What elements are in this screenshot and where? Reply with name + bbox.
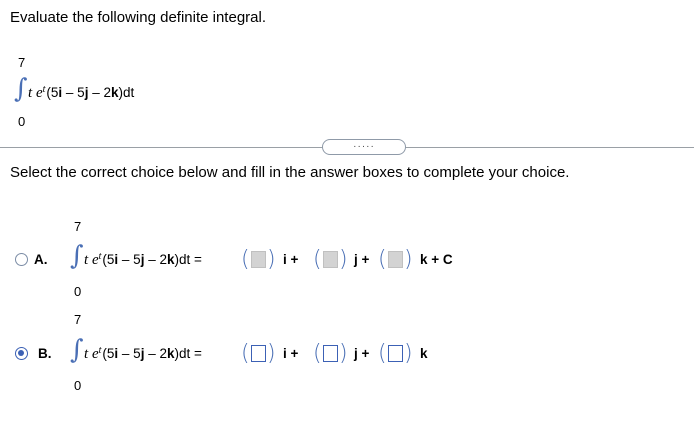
more-options-button[interactable]: ·····	[322, 139, 406, 155]
open-paren: (	[378, 247, 387, 272]
integrand: t $e^t(5i - 5j - 2k)dt$	[28, 84, 135, 101]
open-paren: (	[313, 341, 322, 366]
option-a-j-label: j +	[354, 252, 370, 267]
option-b-i-label: i +	[283, 346, 299, 361]
option-b-k-label: k	[420, 346, 428, 361]
option-b-i-answer-box[interactable]	[251, 345, 266, 362]
option-a-radio[interactable]	[15, 253, 28, 266]
close-paren: )	[339, 341, 348, 366]
open-paren: (	[313, 247, 322, 272]
lower-limit: 0	[18, 114, 26, 129]
close-paren: )	[339, 247, 348, 272]
option-a-j-answer-box[interactable]	[323, 251, 338, 268]
close-paren: )	[267, 247, 276, 272]
integral-sign: ∫	[14, 74, 28, 104]
option-b-label: B.	[38, 346, 52, 361]
upper-limit: 7	[18, 55, 26, 70]
option-b-integrand: t $e^t(5i - 5j - 2k)dt$ =	[84, 345, 202, 362]
question-title: Evaluate the following definite integral.	[10, 9, 266, 26]
close-paren: )	[404, 341, 413, 366]
option-a-integrand: t $e^t(5i - 5j - 2k)dt$ =	[84, 251, 202, 268]
option-a-upper-limit: 7	[74, 219, 82, 234]
option-a-k-answer-box[interactable]	[388, 251, 403, 268]
option-a-integral-sign: ∫	[70, 241, 84, 271]
close-paren: )	[404, 247, 413, 272]
open-paren: (	[378, 341, 387, 366]
option-b-j-label: j +	[354, 346, 370, 361]
option-a-i-answer-box[interactable]	[251, 251, 266, 268]
option-b-lower-limit: 0	[74, 378, 82, 393]
option-b-integral-sign: ∫	[70, 335, 84, 365]
option-b-j-answer-box[interactable]	[323, 345, 338, 362]
open-paren: (	[241, 341, 250, 366]
option-a-i-label: i +	[283, 252, 299, 267]
instruction-text: Select the correct choice below and fill in the answer boxes to complete your choice.	[10, 164, 570, 181]
option-b-upper-limit: 7	[74, 312, 82, 327]
option-b-k-answer-box[interactable]	[388, 345, 403, 362]
option-a-label: A.	[34, 252, 48, 267]
option-a-lower-limit: 0	[74, 284, 82, 299]
close-paren: )	[267, 341, 276, 366]
open-paren: (	[241, 247, 250, 272]
option-a-k-label: k + C	[420, 252, 453, 267]
option-b-radio[interactable]	[15, 347, 28, 360]
